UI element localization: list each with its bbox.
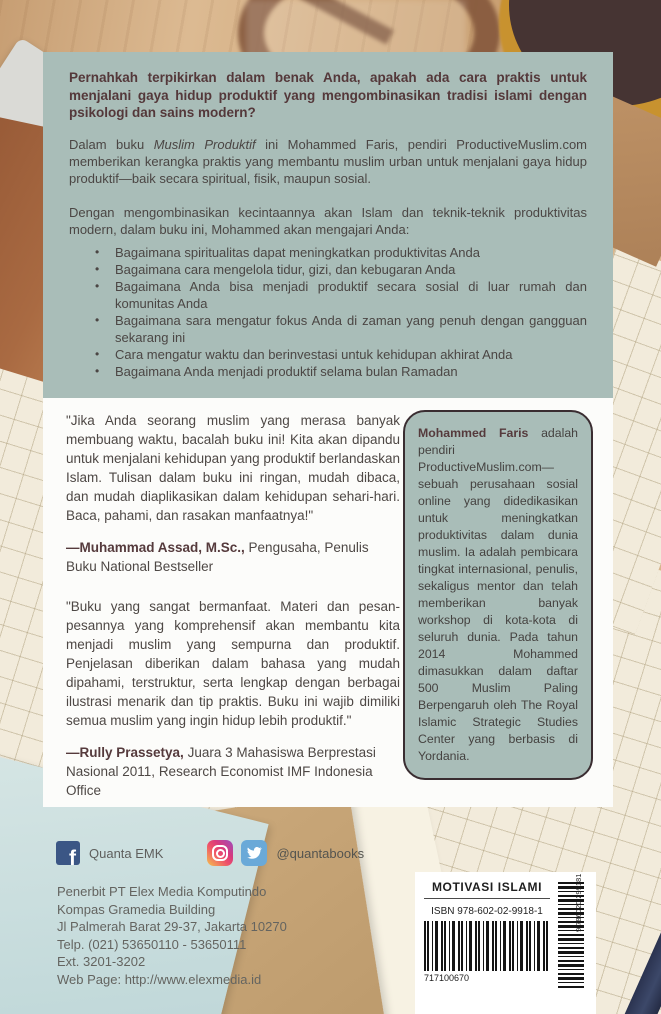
- publisher-line: Penerbit PT Elex Media Komputindo: [57, 884, 267, 899]
- publisher-line: Ext. 3201-3202: [57, 954, 146, 969]
- testimonial-author-title: Pengusaha, Penulis Buku National Bestseller: [66, 540, 369, 574]
- author-bio-box: [403, 410, 593, 780]
- social-handle: @quantabooks: [276, 845, 365, 861]
- barcode-left-column: [424, 880, 550, 1008]
- social-media-row: [56, 840, 364, 866]
- twitter-icon: [241, 840, 267, 866]
- bullet-item: • Bagaimana cara mengelola tidur, gizi, dan kebugaran Anda: [115, 261, 587, 278]
- testimonial-author-title: Juara 3 Mahasiswa Berprestasi Nasional 2011, Research Economist IMF Indonesia Office: [66, 745, 376, 798]
- testimonials-column: [66, 411, 400, 821]
- facebook-label: Quanta EMK: [89, 845, 164, 861]
- facebook-icon: [56, 841, 80, 865]
- book-title-italic: Muslim Produktif: [153, 136, 256, 152]
- publisher-info: [57, 883, 287, 988]
- publisher-line: Telp. (021) 53650110 - 53650111: [57, 936, 247, 952]
- testimonial-attribution: [66, 743, 400, 800]
- benefits-bullet-list: [69, 244, 587, 380]
- author-bio-text: adalah pendiri ProductiveMuslim.com—sebuah perusahaan sosial online yang didedikasikan untuk meningkatkan produktivitas dalam dunia muslim. Ia adalah pembicara tingkat internasional, penulis, sekaligus mentor dan telah memberikan banyak workshop di kota-kota di seluruh dunia. Pada tahun 2014 Mohammed dimasukkan dalam daftar 500 Muslim Paling Berpengaruh oleh The Royal Islamic Strategic Studies Center yang berbasis di Yordania.: [418, 426, 578, 763]
- testimonial-author-name: —Rully Prassetya,: [66, 745, 184, 760]
- testimonials-panel: [43, 398, 613, 807]
- publisher-line: Web Page: http://www.elexmedia.id: [57, 971, 262, 987]
- bullet-item: • Bagaimana spiritualitas dapat meningkatkan produktivitas Anda: [115, 244, 587, 261]
- twitter-bird-glyph: [245, 844, 263, 862]
- testimonial-quote: "Buku yang sangat bermanfaat. Materi dan pesan-pesannya yang komprehensif akan membantu kita menjadi muslim yang sempurna dan produktif. Penjelasan diberikan dalam bahasa yang mudah dipahami, terstruktur, serta lengkap dengan berbagai ilustrasi menarik dan tip praktis. Buku ini wajib dimiliki semua muslim yang ingin hidup lebih produktif.": [66, 599, 400, 728]
- side-barcode-number: 9 786020 299181: [574, 873, 583, 932]
- publisher-line: Kompas Gramedia Building: [57, 901, 216, 917]
- para1-pre: Dalam buku: [69, 136, 154, 152]
- para1-post: ini Mohammed Faris, pendiri ProductiveMuslim.com memberikan kerangka praktis yang membantu muslim urban untuk menjalani gaya hidup produktif—baik secara spiritual, fisik, maupun sosial.: [69, 136, 588, 186]
- synopsis-heading: Pernahkah terpikirkan dalam benak Anda, apakah ada cara praktis untuk menjalani gaya hidup produktif yang mengombinasikan tradisi islami dengan psikologi dan sains modern?: [69, 70, 587, 120]
- product-number: 717100670: [424, 973, 470, 983]
- isbn-label: ISBN 978-602-02-9918-1: [431, 906, 543, 917]
- testimonial-attribution: [66, 538, 400, 576]
- author-name: Mohammed Faris: [418, 426, 529, 440]
- testimonial-author-name: —Muhammad Assad, M.Sc.,: [66, 540, 245, 555]
- barcode-right-column: [550, 873, 589, 1008]
- testimonial-quote: "Jika Anda seorang muslim yang merasa banyak membuang waktu, bacalah buku ini! Kita akan dipandu untuk menjalani kehidupan yang produktif berlandaskan Islam. Tulisan dalam buku ini ringan, mudah dibaca, dan mudah diaplikasikan dalam kehidupan sehari-hari. Baca, pahami, dan rasakan manfaatnya!": [66, 413, 400, 523]
- bullet-item: • Bagaimana sara mengatur fokus Anda di zaman yang penuh dengan gangguan sekarang ini: [115, 312, 587, 346]
- category-label: MOTIVASI ISLAMI: [424, 880, 550, 899]
- isbn-barcode: [424, 921, 550, 971]
- bullet-item: • Bagaimana Anda bisa menjadi produktif secara sosial di luar rumah dan komunitas Anda: [115, 278, 587, 312]
- publisher-line: Jl Palmerah Barat 29-37, Jakarta 10270: [57, 919, 287, 934]
- synopsis-box: [43, 52, 613, 398]
- instagram-icon: [207, 840, 233, 866]
- bullet-item: • Cara mengatur waktu dan berinvestasi untuk kehidupan akhirat Anda: [115, 346, 587, 363]
- bullet-item: • Bagaimana Anda menjadi produktif selama bulan Ramadan: [115, 363, 587, 380]
- barcode-box: [415, 872, 596, 1014]
- synopsis-paragraph-2: Dengan mengombinasikan kecintaannya akan Islam dan teknik-teknik produktivitas modern, dalam buku ini, Mohammed akan mengajari Anda:: [69, 204, 587, 237]
- synopsis-paragraph-1: [69, 136, 587, 187]
